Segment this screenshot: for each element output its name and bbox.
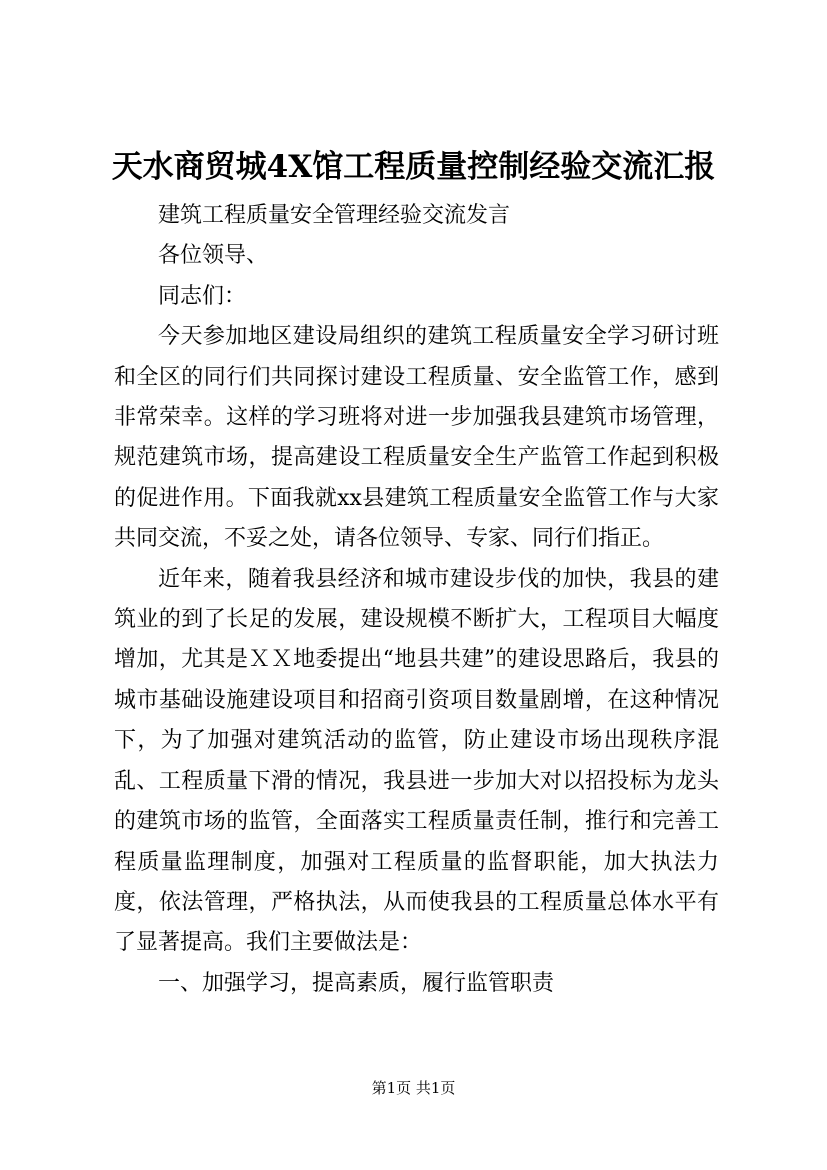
paragraph-subtitle: 建筑工程质量安全管理经验交流发言 [158,203,511,228]
document-body [114,196,719,1004]
document-title: 天水商贸城4X馆工程质量控制经验交流汇报 [111,149,716,185]
page-number-footer: 第1页 共1页 [371,1079,456,1097]
paragraph-salutation-leaders: 各位领导、 [158,243,269,269]
paragraph-introduction: 今天参加地区建设局组织的建筑工程质量安全学习研讨班和全区的同行们共同探讨建设工程质量、安全监管工作，感到非常荣幸。这样的学习班将对进一步加强我县建筑市场管理，规范建筑市场，提高建设工程质量安全生产监管工作起到积极的促进作用。下面我就xx县建筑工程质量安全监管工作与大家共同交流，不妥之处，请各位领导、专家、同行们指正。 [114,324,719,552]
paragraph-salutation-comrades: 同志们： [158,283,247,309]
paragraph-background: 近年来，随着我县经济和城市建设步伐的加快，我县的建筑业的到了长足的发展，建设规模不断扩大，工程项目大幅度增加，尤其是ＸＸ地委提出“地县共建”的建设思路后，我县的城市基础设施建设项目和招商引资项目数量剧增，在这种情况下，为了加强对建筑活动的监管，防止建设市场出现秩序混乱、工程质量下滑的情况，我县进一步加大对以招投标为龙头的建筑市场的监管，全面落实工程质量责任制，推行和完善工程质量监理制度，加强对工程质量的监督职能，加大执法力度，依法管理，严格执法，从而使我县的工程质量总体水平有了显著提高。我们主要做法是： [114,566,719,956]
section-heading-1: 一、加强学习，提高素质，履行监管职责 [158,970,555,996]
